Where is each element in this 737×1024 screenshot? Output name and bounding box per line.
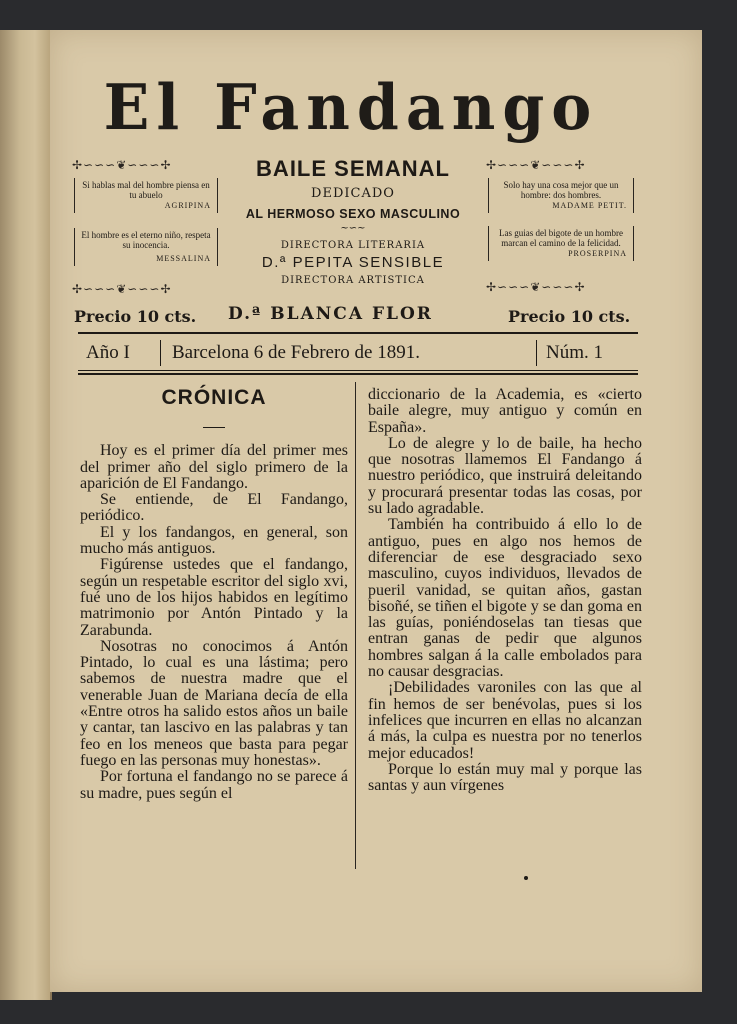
artistic-director-name: D.ª BLANCA FLOR: [228, 304, 433, 324]
article-heading: CRÓNICA: [161, 386, 267, 409]
article-paragraph: Lo de alegre y lo de baile, ha hecho que nosotras llamemos El Fandango á nuestro periódico, que instruirá deleitando y procurará presentar todas las cosas, por su lado agradable.: [368, 434, 642, 518]
right-ornament-bottom: ✢∽∽∽❦∽∽∽✢: [486, 280, 586, 294]
left-ornament-bottom: ✢∽∽∽❦∽∽∽✢: [72, 282, 172, 296]
dateline-top-rule: [78, 332, 638, 334]
right-quote-box: [488, 178, 634, 213]
dateline-bottom-rule: [78, 370, 638, 371]
issue-number: Núm. 1: [546, 342, 603, 363]
article-paragraph: Por fortuna el fandango no se parece á su madre, pues según el: [80, 768, 348, 802]
masthead-title: El Fandango: [103, 71, 599, 145]
ink-dot: [524, 876, 528, 880]
right-quote-box-2: [488, 226, 634, 261]
article-paragraph: Porque lo están muy mal y porque las santas y aun vírgenes: [368, 760, 642, 795]
literary-director-name: D.ª PEPITA SENSIBLE: [261, 254, 445, 271]
year-label: Año I: [86, 342, 130, 363]
issue-date: Barcelona 6 de Febrero de 1891.: [172, 342, 420, 363]
dateline: [78, 336, 638, 370]
article-paragraph: Figúrense ustedes que el fandango, según un respetable escritor del siglo xvi, fué uno de los hijos habidos en legítimo matrimonio por Antón Pintado y la Zarabunda.: [80, 556, 348, 639]
article-paragraph: Se entiende, de El Fandango, periódico.: [80, 491, 348, 525]
right-ornament-top: ✢∽∽∽❦∽∽∽✢: [486, 158, 586, 172]
left-quote-2: El hombre es el eterno niño, respeta su inocencia.: [81, 230, 211, 250]
dateline-bottom-rule-2: [78, 373, 638, 375]
small-ornament: ~∽~: [340, 223, 366, 234]
right-column-continuation: diccionario de la Academia, es «cierto baile alegre, muy antiguo y común en España».: [368, 386, 642, 436]
article-right-column: [368, 387, 642, 794]
left-ornament-top: ✢∽∽∽❦∽∽∽✢: [72, 158, 172, 172]
article-paragraph: ¡Debilidades varoniles con las que al fin hemos de ser benévolas, pues si los infelices que incurren en ellas no alcanzan á más, la culpa es nuestra por no tenerlos mejor educados!: [368, 679, 642, 762]
price-left: Precio 10 cts.: [74, 307, 197, 326]
right-quote-1: Solo hay una cosa mejor que un hombre: dos hombres.: [503, 180, 619, 200]
article-paragraph: Hoy es el primer día del primer mes del primer año del siglo primero de la aparición de El Fandango.: [80, 442, 348, 492]
audience-line: AL HERMOSO SEXO MASCULINO: [245, 207, 461, 221]
literary-director-label: DIRECTORA LITERARIA: [280, 240, 426, 251]
price-right: Precio 10 cts.: [508, 307, 631, 326]
dateline-divider: [160, 340, 161, 366]
subtitle: BAILE SEMANAL: [256, 156, 450, 181]
newspaper-page: [50, 30, 702, 992]
book-spine: [0, 30, 52, 1000]
dateline-divider: [536, 340, 537, 366]
article-paragraph: También ha contribuido á ello lo de antiguo, pues en algo nos hemos de diferenciar de ese desgraciado sexo masculino, cuyos individuos, llevados de pueril vanidad, se quitan años, gastan bisoñé, se tiñen el bigote y se dan goma en las guías, poniéndoselas tan tiesas que entran ganas de pedir que algunos hombres salgan á la calle embolados para no causar desgracias.: [368, 516, 642, 681]
left-author-2: MESSALINA: [156, 254, 211, 263]
right-quote-2: Las guias del bigote de un hombre marcan el camino de la felicidad.: [499, 228, 623, 248]
dedicated-label: DEDICADO: [311, 186, 395, 201]
header-center: [218, 156, 488, 286]
right-author-2: PROSERPINA: [568, 249, 627, 258]
article-paragraph: El y los fandangos, en general, son mucho más antiguos.: [80, 523, 348, 558]
article-left-column: [80, 376, 348, 802]
left-quote-1: Si hablas mal del hombre piensa en tu abuelo: [82, 180, 210, 200]
column-divider: [355, 382, 356, 869]
article-paragraph: Nosotras no conocimos á Antón Pintado, lo cual es una lástima; pero sabemos de nuestra madre que el venerable Juan de Mariana decía de ella «Entre otros ha salido estos años un baile y cantar, tan lascivo en las palabras y tan feo en los meneos que basta para pegar fuego en las personas muy honestas».: [80, 637, 348, 769]
left-author-1: AGRIPINA: [164, 201, 211, 210]
right-author-1: MADAME PETIT.: [552, 201, 627, 210]
left-quote-box: [74, 178, 218, 213]
artistic-director-label: DIRECTORA ARTISTICA: [281, 275, 425, 286]
left-quote-box-2: [74, 228, 218, 266]
heading-dash: [203, 427, 225, 428]
